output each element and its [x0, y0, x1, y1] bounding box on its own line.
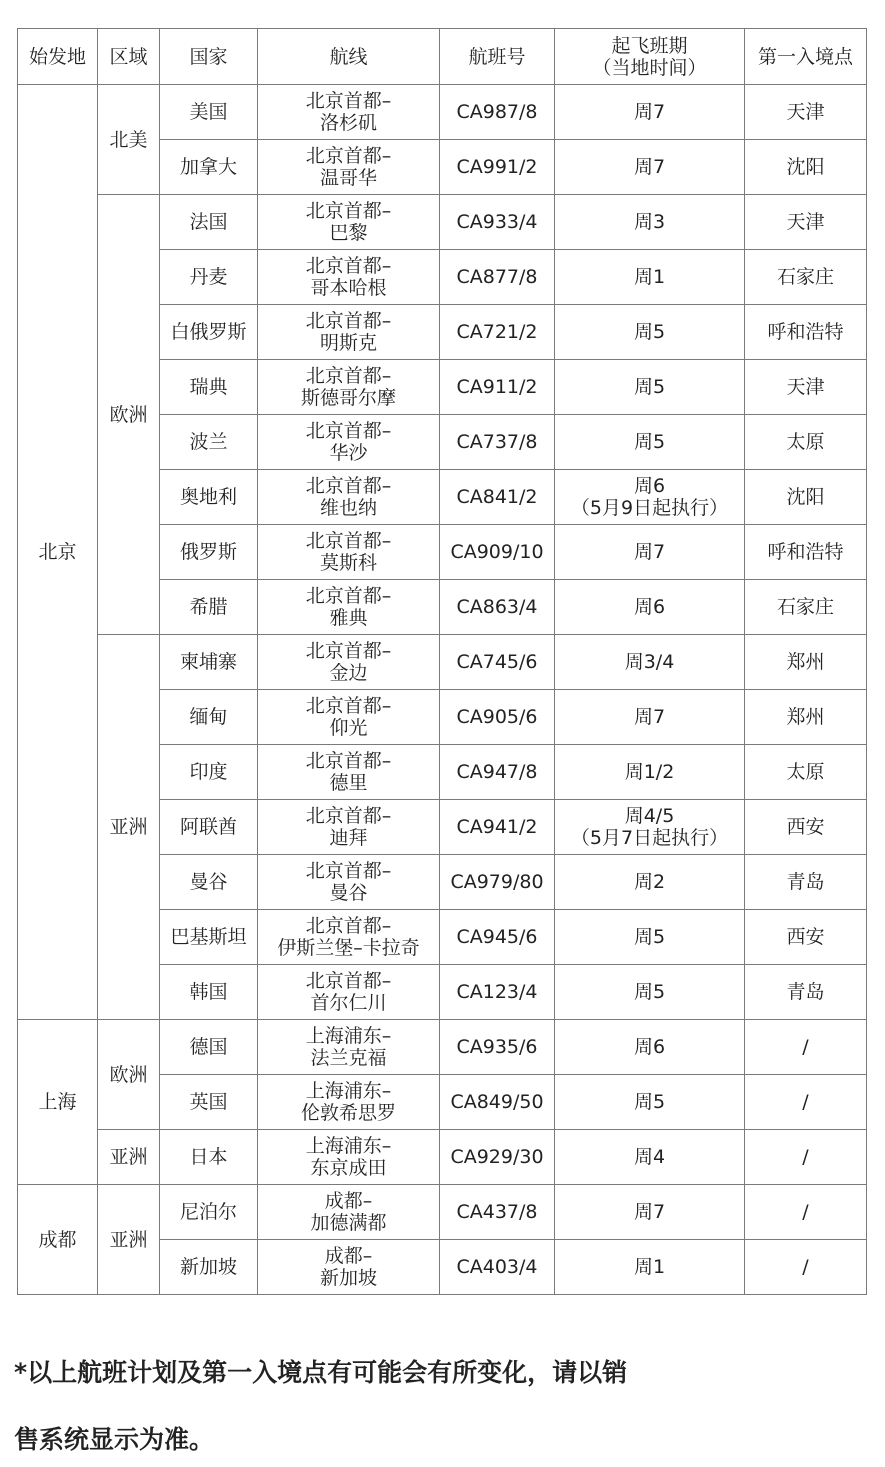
route-origin: 北京首都– — [305, 530, 392, 552]
table-row — [18, 85, 867, 140]
route-cell — [258, 140, 440, 195]
entry-point-cell: 天津 — [745, 85, 867, 140]
schedule-days: 周5 — [633, 321, 666, 343]
schedule-days: 周5 — [633, 981, 666, 1003]
region-cell: 欧洲 — [98, 1020, 160, 1130]
schedule-cell — [555, 800, 745, 855]
route-origin: 北京首都– — [305, 90, 392, 112]
route-cell — [258, 470, 440, 525]
route-origin: 上海浦东– — [305, 1135, 392, 1157]
entry-point-cell: / — [745, 1240, 867, 1295]
schedule-cell — [555, 580, 745, 635]
schedule-days: 周5 — [633, 1091, 666, 1113]
country-cell: 加拿大 — [160, 140, 258, 195]
country-cell: 白俄罗斯 — [160, 305, 258, 360]
schedule-days: 周7 — [633, 101, 666, 123]
schedule-note: （5月7日起执行） — [570, 827, 729, 849]
route-destination: 加德满都 — [310, 1212, 387, 1234]
schedule-days: 周3 — [633, 211, 666, 233]
route-destination: 迪拜 — [329, 827, 368, 849]
entry-point-cell: / — [745, 1075, 867, 1130]
route-origin: 北京首都– — [305, 255, 392, 277]
route-destination: 温哥华 — [319, 167, 377, 189]
country-cell: 德国 — [160, 1020, 258, 1075]
flight-number-cell: CA979/80 — [440, 855, 555, 910]
flight-number-cell: CA945/6 — [440, 910, 555, 965]
country-cell: 俄罗斯 — [160, 525, 258, 580]
route-cell — [258, 965, 440, 1020]
country-cell: 印度 — [160, 745, 258, 800]
schedule-cell — [555, 965, 745, 1020]
flight-number-cell: CA437/8 — [440, 1185, 555, 1240]
entry-point-cell: 沈阳 — [745, 140, 867, 195]
route-origin: 北京首都– — [305, 805, 392, 827]
flight-number-cell: CA935/6 — [440, 1020, 555, 1075]
route-origin: 北京首都– — [305, 860, 392, 882]
route-destination: 伊斯兰堡–卡拉奇 — [277, 937, 420, 959]
route-destination: 雅典 — [329, 607, 368, 629]
schedule-cell — [555, 745, 745, 800]
table-body — [18, 85, 867, 1295]
route-origin: 北京首都– — [305, 750, 392, 772]
table-row — [18, 1130, 867, 1185]
schedule-cell — [555, 635, 745, 690]
route-origin: 北京首都– — [305, 310, 392, 332]
route-origin: 成都– — [324, 1190, 373, 1212]
route-origin: 北京首都– — [305, 420, 392, 442]
route-origin: 北京首都– — [305, 475, 392, 497]
schedule-cell — [555, 910, 745, 965]
route-destination: 华沙 — [329, 442, 368, 464]
route-destination: 仰光 — [329, 717, 368, 739]
region-cell: 北美 — [98, 85, 160, 195]
route-destination: 维也纳 — [319, 497, 377, 519]
region-cell: 亚洲 — [98, 635, 160, 1020]
flight-number-cell: CA929/30 — [440, 1130, 555, 1185]
entry-point-cell: 青岛 — [745, 855, 867, 910]
flight-number-cell: CA933/4 — [440, 195, 555, 250]
schedule-cell — [555, 85, 745, 140]
schedule-days: 周5 — [633, 926, 666, 948]
origin-cell: 成都 — [18, 1185, 98, 1295]
entry-point-cell: 石家庄 — [745, 580, 867, 635]
route-cell — [258, 745, 440, 800]
route-destination: 首尔仁川 — [310, 992, 387, 1014]
schedule-days: 周7 — [633, 1201, 666, 1223]
schedule-cell — [555, 1240, 745, 1295]
flight-number-cell: CA911/2 — [440, 360, 555, 415]
route-cell — [258, 1020, 440, 1075]
route-origin: 上海浦东– — [305, 1080, 392, 1102]
route-cell — [258, 360, 440, 415]
entry-point-cell: 石家庄 — [745, 250, 867, 305]
route-origin: 北京首都– — [305, 585, 392, 607]
header-region: 区域 — [98, 29, 160, 85]
table-row — [18, 195, 867, 250]
flight-number-cell: CA987/8 — [440, 85, 555, 140]
route-origin: 北京首都– — [305, 970, 392, 992]
country-cell: 巴基斯坦 — [160, 910, 258, 965]
entry-point-cell: 呼和浩特 — [745, 525, 867, 580]
schedule-days: 周5 — [633, 376, 666, 398]
schedule-days: 周6 — [633, 475, 666, 497]
entry-point-cell: / — [745, 1130, 867, 1185]
table-row — [18, 1185, 867, 1240]
schedule-days: 周5 — [633, 431, 666, 453]
schedule-cell — [555, 1075, 745, 1130]
country-cell: 希腊 — [160, 580, 258, 635]
route-cell — [258, 1130, 440, 1185]
route-origin: 成都– — [324, 1245, 373, 1267]
schedule-cell — [555, 1130, 745, 1185]
flight-number-cell: CA721/2 — [440, 305, 555, 360]
schedule-cell — [555, 690, 745, 745]
route-origin: 北京首都– — [305, 695, 392, 717]
header-schedule-title: 起飞班期 — [611, 34, 688, 57]
flight-number-cell: CA909/10 — [440, 525, 555, 580]
schedule-note: （5月9日起执行） — [570, 497, 729, 519]
country-cell: 法国 — [160, 195, 258, 250]
country-cell: 英国 — [160, 1075, 258, 1130]
route-cell — [258, 415, 440, 470]
schedule-cell — [555, 855, 745, 910]
flight-number-cell: CA863/4 — [440, 580, 555, 635]
entry-point-cell: 呼和浩特 — [745, 305, 867, 360]
schedule-days: 周4 — [633, 1146, 666, 1168]
schedule-days: 周1 — [633, 1256, 666, 1278]
entry-point-cell: 天津 — [745, 195, 867, 250]
flight-number-cell: CA123/4 — [440, 965, 555, 1020]
region-cell: 欧洲 — [98, 195, 160, 635]
country-cell: 曼谷 — [160, 855, 258, 910]
country-cell: 新加坡 — [160, 1240, 258, 1295]
entry-point-cell: 沈阳 — [745, 470, 867, 525]
schedule-cell — [555, 250, 745, 305]
schedule-cell — [555, 470, 745, 525]
route-cell — [258, 1185, 440, 1240]
origin-cell: 北京 — [18, 85, 98, 1020]
schedule-cell — [555, 140, 745, 195]
country-cell: 阿联酋 — [160, 800, 258, 855]
entry-point-cell: 郑州 — [745, 635, 867, 690]
schedule-cell — [555, 525, 745, 580]
schedule-cell — [555, 360, 745, 415]
schedule-days: 周3/4 — [624, 651, 675, 673]
entry-point-cell: 西安 — [745, 800, 867, 855]
route-origin: 北京首都– — [305, 365, 392, 387]
flight-number-cell: CA403/4 — [440, 1240, 555, 1295]
entry-point-cell: 郑州 — [745, 690, 867, 745]
route-destination: 曼谷 — [329, 882, 368, 904]
schedule-days: 周4/5 — [624, 805, 675, 827]
schedule-days: 周6 — [633, 596, 666, 618]
route-destination: 金边 — [329, 662, 368, 684]
region-cell: 亚洲 — [98, 1130, 160, 1185]
route-destination: 巴黎 — [329, 222, 368, 244]
entry-point-cell: 西安 — [745, 910, 867, 965]
schedule-cell — [555, 1185, 745, 1240]
route-origin: 北京首都– — [305, 145, 392, 167]
country-cell: 缅甸 — [160, 690, 258, 745]
route-cell — [258, 305, 440, 360]
header-route: 航线 — [258, 29, 440, 85]
header-entry-point: 第一入境点 — [745, 29, 867, 85]
route-cell — [258, 525, 440, 580]
route-origin: 北京首都– — [305, 915, 392, 937]
route-cell — [258, 1240, 440, 1295]
schedule-cell — [555, 305, 745, 360]
origin-cell: 上海 — [18, 1020, 98, 1185]
flight-number-cell: CA877/8 — [440, 250, 555, 305]
route-cell — [258, 580, 440, 635]
route-destination: 东京成田 — [310, 1157, 387, 1179]
schedule-days: 周7 — [633, 706, 666, 728]
route-destination: 新加坡 — [319, 1267, 377, 1289]
route-destination: 哥本哈根 — [310, 277, 387, 299]
route-cell — [258, 635, 440, 690]
region-cell: 亚洲 — [98, 1185, 160, 1295]
entry-point-cell: / — [745, 1020, 867, 1075]
table-header-row — [18, 29, 867, 85]
route-destination: 法兰克福 — [310, 1047, 387, 1069]
route-cell — [258, 250, 440, 305]
schedule-days: 周6 — [633, 1036, 666, 1058]
flight-number-cell: CA905/6 — [440, 690, 555, 745]
table-row — [18, 1020, 867, 1075]
flight-number-cell: CA841/2 — [440, 470, 555, 525]
route-cell — [258, 195, 440, 250]
schedule-days: 周7 — [633, 541, 666, 563]
country-cell: 丹麦 — [160, 250, 258, 305]
country-cell: 柬埔寨 — [160, 635, 258, 690]
entry-point-cell: 太原 — [745, 745, 867, 800]
route-destination: 伦敦希思罗 — [300, 1102, 396, 1124]
schedule-days: 周7 — [633, 156, 666, 178]
route-origin: 北京首都– — [305, 200, 392, 222]
flight-number-cell: CA849/50 — [440, 1075, 555, 1130]
header-flight-number: 航班号 — [440, 29, 555, 85]
entry-point-cell: 青岛 — [745, 965, 867, 1020]
route-cell — [258, 910, 440, 965]
flight-schedule-table — [17, 28, 867, 1295]
schedule-days: 周1/2 — [624, 761, 675, 783]
flight-number-cell: CA947/8 — [440, 745, 555, 800]
entry-point-cell: / — [745, 1185, 867, 1240]
route-cell — [258, 85, 440, 140]
route-cell — [258, 800, 440, 855]
flight-number-cell: CA745/6 — [440, 635, 555, 690]
schedule-cell — [555, 415, 745, 470]
header-origin: 始发地 — [18, 29, 98, 85]
route-cell — [258, 690, 440, 745]
route-origin: 北京首都– — [305, 640, 392, 662]
country-cell: 美国 — [160, 85, 258, 140]
flight-number-cell: CA737/8 — [440, 415, 555, 470]
flight-number-cell: CA941/2 — [440, 800, 555, 855]
footnote-line-1: *以上航班计划及第一入境点有可能会有所变化，请以销 — [14, 1358, 628, 1387]
route-destination: 莫斯科 — [319, 552, 377, 574]
schedule-days: 周1 — [633, 266, 666, 288]
route-cell — [258, 855, 440, 910]
entry-point-cell: 天津 — [745, 360, 867, 415]
header-country: 国家 — [160, 29, 258, 85]
entry-point-cell: 太原 — [745, 415, 867, 470]
flight-number-cell: CA991/2 — [440, 140, 555, 195]
country-cell: 日本 — [160, 1130, 258, 1185]
header-schedule — [555, 29, 745, 85]
country-cell: 瑞典 — [160, 360, 258, 415]
country-cell: 尼泊尔 — [160, 1185, 258, 1240]
route-destination: 斯德哥尔摩 — [300, 387, 396, 409]
route-destination: 德里 — [329, 772, 368, 794]
route-cell — [258, 1075, 440, 1130]
schedule-cell — [555, 195, 745, 250]
route-destination: 洛杉矶 — [319, 112, 377, 134]
route-destination: 明斯克 — [319, 332, 377, 354]
schedule-cell — [555, 1020, 745, 1075]
header-schedule-subtitle: （当地时间） — [592, 56, 707, 79]
country-cell: 奥地利 — [160, 470, 258, 525]
route-origin: 上海浦东– — [305, 1025, 392, 1047]
footnote-line-2: 售系统显示为准。 — [14, 1425, 215, 1454]
country-cell: 波兰 — [160, 415, 258, 470]
table-row — [18, 635, 867, 690]
schedule-days: 周2 — [633, 871, 666, 893]
country-cell: 韩国 — [160, 965, 258, 1020]
